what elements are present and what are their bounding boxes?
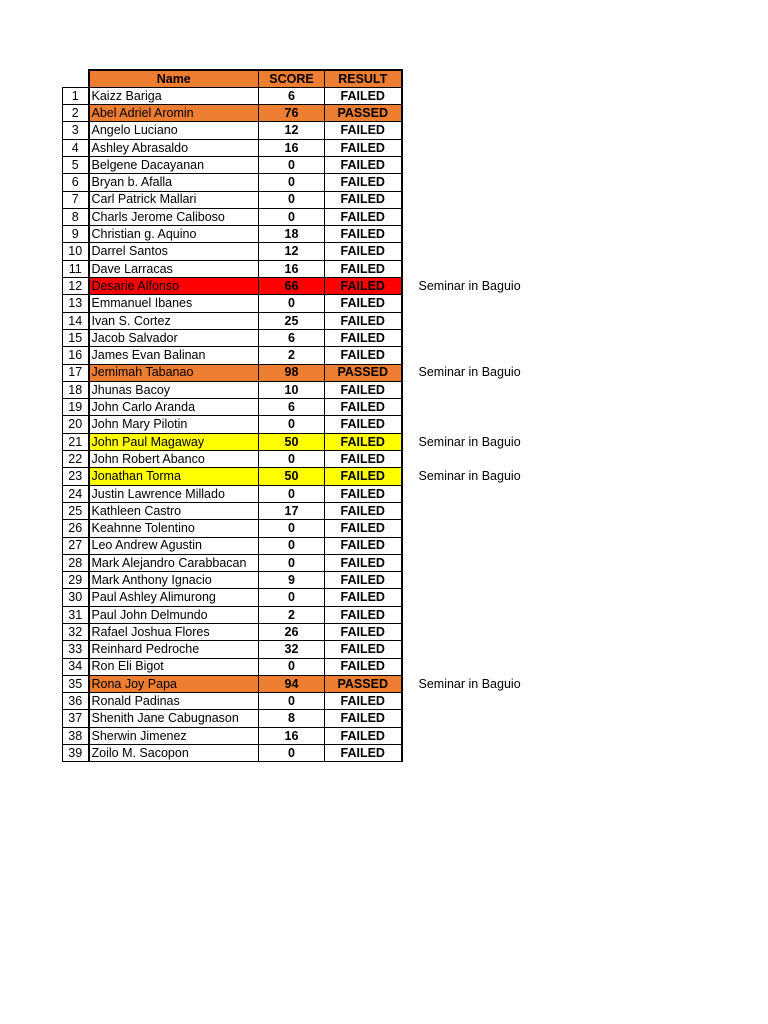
table-row [63,745,542,762]
table-row [63,589,542,606]
row-number-cell[interactable]: 22 [63,451,89,468]
note-cell[interactable] [402,502,542,519]
result-cell[interactable]: FAILED [325,624,402,641]
note-cell[interactable]: Seminar in Baguio [418,434,521,449]
result-cell[interactable]: FAILED [325,727,402,744]
note-cell[interactable]: Seminar in Baguio [418,469,521,484]
note-cell[interactable] [402,105,542,122]
result-cell[interactable]: FAILED [325,572,402,589]
note-cell[interactable] [402,243,542,260]
name-cell[interactable]: Kathleen Castro [89,502,259,519]
row-number-cell[interactable]: 27 [63,537,89,554]
score-cell[interactable]: 98 [259,364,325,381]
result-cell[interactable]: FAILED [325,416,402,433]
name-cell[interactable]: Carl Patrick Mallari [89,191,259,208]
score-cell[interactable]: 18 [259,226,325,243]
table-row [63,243,542,260]
row-number-cell[interactable]: 13 [63,295,89,312]
table-row [63,122,542,139]
table-row [63,624,542,641]
name-cell[interactable]: Jonathan Torma [89,468,259,485]
score-cell[interactable]: 0 [259,295,325,312]
score-cell[interactable]: 0 [259,416,325,433]
name-cell[interactable]: Leo Andrew Agustin [89,537,259,554]
result-cell[interactable]: FAILED [325,554,402,571]
note-cell[interactable] [402,641,542,658]
table-row [63,174,542,191]
result-cell[interactable]: PASSED [325,364,402,381]
score-cell[interactable]: 0 [259,745,325,762]
note-cell[interactable]: Seminar in Baguio [418,676,521,691]
score-header[interactable]: SCORE [259,70,325,87]
note-cell[interactable] [402,589,542,606]
name-cell[interactable]: Rona Joy Papa [89,675,259,692]
table-row [63,693,542,710]
table-row [63,433,542,450]
name-cell[interactable]: Sherwin Jimenez [89,727,259,744]
table-row [63,468,542,485]
name-cell[interactable]: Angelo Luciano [89,122,259,139]
score-cell[interactable]: 16 [259,260,325,277]
row-number-cell[interactable]: 23 [63,468,89,485]
name-cell[interactable]: Ronald Padinas [89,693,259,710]
score-cell[interactable]: 50 [259,433,325,450]
table-row [63,87,542,104]
name-cell[interactable]: Shenith Jane Cabugnason [89,710,259,727]
score-cell[interactable]: 12 [259,243,325,260]
note-cell[interactable] [402,416,542,433]
name-header[interactable]: Name [89,70,259,87]
result-cell[interactable]: FAILED [325,295,402,312]
name-cell[interactable]: Mark Alejandro Carabbacan [89,554,259,571]
row-number-cell[interactable]: 12 [63,278,89,295]
row-number-cell[interactable]: 34 [63,658,89,675]
note-cell[interactable] [402,122,542,139]
result-cell[interactable]: FAILED [325,589,402,606]
table-row [63,139,542,156]
note-cell[interactable] [402,347,542,364]
result-cell[interactable]: FAILED [325,641,402,658]
note-cell[interactable] [402,520,542,537]
result-cell[interactable]: FAILED [325,451,402,468]
row-number-cell[interactable]: 2 [63,105,89,122]
row-number-cell[interactable]: 36 [63,693,89,710]
name-cell[interactable]: Mark Anthony Ignacio [89,572,259,589]
row-number-cell[interactable]: 6 [63,174,89,191]
note-cell[interactable] [402,312,542,329]
name-cell[interactable]: Keahnne Tolentino [89,520,259,537]
name-cell[interactable]: Ashley Abrasaldo [89,139,259,156]
results-table [62,69,542,762]
corner-cell [63,70,89,87]
note-cell[interactable] [402,208,542,225]
result-cell[interactable]: FAILED [325,243,402,260]
row-number-cell[interactable]: 16 [63,347,89,364]
score-cell[interactable]: 0 [259,485,325,502]
table-row [63,606,542,623]
row-number-cell[interactable]: 26 [63,520,89,537]
row-number-cell[interactable]: 28 [63,554,89,571]
score-cell[interactable]: 25 [259,312,325,329]
result-cell[interactable]: FAILED [325,260,402,277]
result-cell[interactable]: FAILED [325,606,402,623]
result-cell[interactable]: FAILED [325,468,402,485]
name-cell[interactable]: Ron Eli Bigot [89,658,259,675]
table-row [63,502,542,519]
score-cell[interactable]: 26 [259,624,325,641]
name-cell[interactable]: Darrel Santos [89,243,259,260]
result-cell[interactable]: FAILED [325,710,402,727]
result-cell[interactable]: FAILED [325,520,402,537]
result-cell[interactable]: FAILED [325,87,402,104]
row-number-cell[interactable]: 33 [63,641,89,658]
name-cell[interactable]: Paul Ashley Alimurong [89,589,259,606]
name-cell[interactable]: Reinhard Pedroche [89,641,259,658]
header-row [63,70,542,87]
result-cell[interactable]: FAILED [325,278,402,295]
row-number-cell[interactable]: 14 [63,312,89,329]
row-number-cell[interactable]: 35 [63,675,89,692]
score-cell[interactable]: 2 [259,347,325,364]
table-row [63,347,542,364]
table-row [63,312,542,329]
score-cell[interactable]: 16 [259,727,325,744]
result-cell[interactable]: FAILED [325,693,402,710]
name-cell[interactable]: Emmanuel Ibanes [89,295,259,312]
result-cell[interactable]: FAILED [325,658,402,675]
table-row [63,658,542,675]
score-cell[interactable]: 76 [259,105,325,122]
score-cell[interactable]: 0 [259,554,325,571]
score-cell[interactable]: 16 [259,139,325,156]
result-cell[interactable]: FAILED [325,347,402,364]
note-cell[interactable] [402,745,542,762]
score-cell[interactable]: 0 [259,520,325,537]
row-number-cell[interactable]: 37 [63,710,89,727]
note-cell[interactable] [402,399,542,416]
note-cell[interactable] [402,191,542,208]
result-cell[interactable]: FAILED [325,502,402,519]
table-row [63,156,542,173]
result-cell[interactable]: FAILED [325,537,402,554]
result-cell[interactable]: FAILED [325,122,402,139]
row-number-cell[interactable]: 5 [63,156,89,173]
name-cell[interactable]: Jemimah Tabanao [89,364,259,381]
name-cell[interactable]: John Paul Magaway [89,433,259,450]
note-cell[interactable] [402,727,542,744]
row-number-cell[interactable]: 10 [63,243,89,260]
row-number-cell[interactable]: 39 [63,745,89,762]
row-number-cell[interactable]: 29 [63,572,89,589]
row-number-cell[interactable]: 3 [63,122,89,139]
table-row [63,278,542,295]
name-cell[interactable]: Jhunas Bacoy [89,381,259,398]
name-cell[interactable]: Kaizz Bariga [89,87,259,104]
name-cell[interactable]: Christian g. Aquino [89,226,259,243]
table-row [63,381,542,398]
row-number-cell[interactable]: 18 [63,381,89,398]
note-cell[interactable]: Seminar in Baguio [418,365,521,380]
table-row [63,191,542,208]
result-cell[interactable]: PASSED [325,105,402,122]
note-cell[interactable] [402,606,542,623]
table-row [63,451,542,468]
name-cell[interactable]: Bryan b. Afalla [89,174,259,191]
note-cell[interactable] [402,87,542,104]
result-cell[interactable]: FAILED [325,485,402,502]
note-cell[interactable] [402,156,542,173]
row-number-cell[interactable]: 15 [63,329,89,346]
score-cell[interactable]: 17 [259,502,325,519]
score-cell[interactable]: 50 [259,468,325,485]
score-cell[interactable]: 0 [259,658,325,675]
result-cell[interactable]: FAILED [325,156,402,173]
note-cell[interactable] [402,295,542,312]
row-number-cell[interactable]: 25 [63,502,89,519]
note-cell[interactable] [402,381,542,398]
table-row [63,295,542,312]
note-cell[interactable] [402,174,542,191]
table-row [63,399,542,416]
score-cell[interactable]: 0 [259,693,325,710]
row-number-cell[interactable]: 4 [63,139,89,156]
name-cell[interactable]: John Robert Abanco [89,451,259,468]
table-row [63,260,542,277]
name-cell[interactable]: Zoilo M. Sacopon [89,745,259,762]
note-cell[interactable] [402,624,542,641]
score-cell[interactable]: 6 [259,399,325,416]
note-cell[interactable] [402,451,542,468]
note-cell[interactable] [402,485,542,502]
row-number-cell[interactable]: 38 [63,727,89,744]
row-number-cell[interactable]: 1 [63,87,89,104]
table-body [63,87,542,762]
score-cell[interactable]: 10 [259,381,325,398]
name-cell[interactable]: Paul John Delmundo [89,606,259,623]
table-row [63,641,542,658]
row-number-cell[interactable]: 8 [63,208,89,225]
score-cell[interactable]: 6 [259,329,325,346]
name-cell[interactable]: Ivan S. Cortez [89,312,259,329]
score-cell[interactable]: 0 [259,451,325,468]
score-cell[interactable]: 0 [259,208,325,225]
row-number-cell[interactable]: 19 [63,399,89,416]
result-cell[interactable]: PASSED [325,675,402,692]
table-row [63,520,542,537]
result-cell[interactable]: FAILED [325,208,402,225]
name-cell[interactable]: Justin Lawrence Millado [89,485,259,502]
note-cell[interactable]: Seminar in Baguio [418,278,521,293]
row-number-cell[interactable]: 9 [63,226,89,243]
row-number-cell[interactable]: 7 [63,191,89,208]
table-row [63,675,542,692]
table-row [63,554,542,571]
result-cell[interactable]: FAILED [325,745,402,762]
row-number-cell[interactable]: 21 [63,433,89,450]
name-cell[interactable]: John Carlo Aranda [89,399,259,416]
score-cell[interactable]: 2 [259,606,325,623]
row-number-cell[interactable]: 30 [63,589,89,606]
note-cell[interactable] [402,537,542,554]
result-cell[interactable]: FAILED [325,139,402,156]
row-number-cell[interactable]: 20 [63,416,89,433]
name-cell[interactable]: Jacob Salvador [89,329,259,346]
score-cell[interactable]: 0 [259,174,325,191]
note-cell[interactable] [402,693,542,710]
result-cell[interactable]: FAILED [325,329,402,346]
result-cell[interactable]: FAILED [325,226,402,243]
score-cell[interactable]: 12 [259,122,325,139]
result-cell[interactable]: FAILED [325,191,402,208]
result-cell[interactable]: FAILED [325,433,402,450]
name-cell[interactable]: James Evan Balinan [89,347,259,364]
table-row [63,572,542,589]
score-cell[interactable]: 0 [259,191,325,208]
score-cell[interactable]: 8 [259,710,325,727]
row-number-cell[interactable]: 11 [63,260,89,277]
score-cell[interactable]: 9 [259,572,325,589]
table-row [63,364,542,381]
table-row [63,208,542,225]
table-row [63,537,542,554]
name-cell[interactable]: Dave Larracas [89,260,259,277]
name-cell[interactable]: Abel Adriel Aromin [89,105,259,122]
result-cell[interactable]: FAILED [325,312,402,329]
name-cell[interactable]: Belgene Dacayanan [89,156,259,173]
table-row [63,416,542,433]
note-cell[interactable] [402,710,542,727]
score-cell[interactable]: 94 [259,675,325,692]
row-number-cell[interactable]: 17 [63,364,89,381]
score-cell[interactable]: 0 [259,156,325,173]
result-cell[interactable]: FAILED [325,399,402,416]
score-cell[interactable]: 32 [259,641,325,658]
note-cell[interactable] [402,139,542,156]
note-cell[interactable] [402,329,542,346]
result-header[interactable]: RESULT [325,70,402,87]
score-cell[interactable]: 0 [259,589,325,606]
note-cell[interactable] [402,658,542,675]
row-number-cell[interactable]: 32 [63,624,89,641]
note-cell[interactable] [402,572,542,589]
table-row [63,329,542,346]
row-number-cell[interactable]: 24 [63,485,89,502]
table-row [63,710,542,727]
name-cell[interactable]: Rafael Joshua Flores [89,624,259,641]
table-row [63,727,542,744]
name-cell[interactable]: John Mary Pilotin [89,416,259,433]
row-number-cell[interactable]: 31 [63,606,89,623]
note-cell[interactable] [402,226,542,243]
score-cell[interactable]: 66 [259,278,325,295]
name-cell[interactable]: Charls Jerome Caliboso [89,208,259,225]
result-cell[interactable]: FAILED [325,381,402,398]
table-row [63,105,542,122]
score-cell[interactable]: 6 [259,87,325,104]
name-cell[interactable]: Desarie Alfonso [89,278,259,295]
table-row [63,485,542,502]
result-cell[interactable]: FAILED [325,174,402,191]
note-cell[interactable] [402,260,542,277]
score-cell[interactable]: 0 [259,537,325,554]
table-row [63,226,542,243]
note-header-blank [402,70,542,87]
note-cell[interactable] [402,554,542,571]
